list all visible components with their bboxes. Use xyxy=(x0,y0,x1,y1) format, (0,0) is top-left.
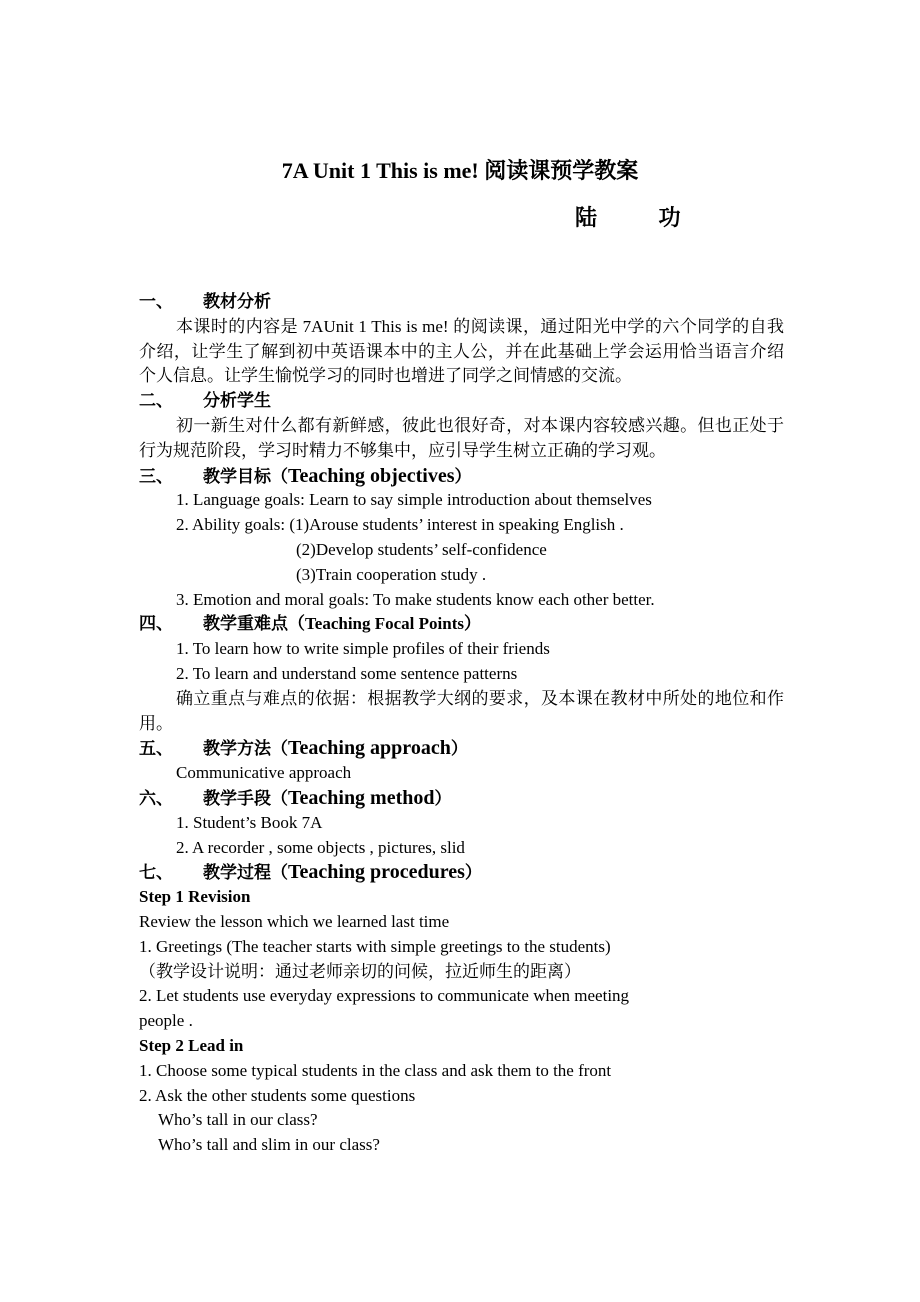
list-item: 2. Ability goals: (1)Arouse students’ interest in speaking English . xyxy=(176,515,624,535)
section-title-end: ） xyxy=(454,466,472,486)
section-title: 教学手段（ xyxy=(203,788,288,808)
step-line: 1. Greetings (The teacher starts with simple greetings to the students) xyxy=(139,936,611,956)
list-item: 3. Emotion and moral goals: To make students know each other better. xyxy=(176,589,655,609)
list-sub-item: (3)Train cooperation study . xyxy=(296,564,487,584)
section-title-end: ） xyxy=(450,739,468,759)
section-title: 教学目标（ xyxy=(203,466,288,486)
section-heading xyxy=(139,612,784,637)
list-item: 1. Language goals: Learn to say simple introduction about themselves xyxy=(176,490,652,510)
section-heading xyxy=(139,860,784,885)
question-line: Who’s tall in our class? xyxy=(158,1110,318,1130)
list-item: Communicative approach xyxy=(176,763,352,783)
section-number: 六、 xyxy=(139,788,173,808)
section-number: 五、 xyxy=(139,739,173,759)
section-heading xyxy=(139,290,784,315)
section-number: 一、 xyxy=(139,292,173,311)
section-heading xyxy=(139,464,784,489)
section-number: 四、 xyxy=(139,614,173,634)
section-number: 二、 xyxy=(139,391,173,411)
step-line: 1. Choose some typical students in the class and ask them to the front xyxy=(139,1060,612,1080)
section-title: 教学过程（ xyxy=(203,863,288,883)
section-title: 分析学生 xyxy=(203,391,271,411)
step-line: Review the lesson which we learned last time xyxy=(139,911,450,931)
list-item: 1. To learn how to write simple profiles of their friends xyxy=(176,639,550,659)
list-item: 1. Student’s Book 7A xyxy=(176,812,323,832)
section-heading xyxy=(139,736,784,761)
section-paragraph: 初一新生对什么都有新鲜感，彼此也很好奇，对本课内容较感兴趣。但也正处于行为规范阶段，学习时精力不够集中，应引导学生树立正确的学习观。 xyxy=(139,415,784,460)
list-sub-item: (2)Develop students’ self-confidence xyxy=(296,539,547,559)
step-line: 2. Ask the other students some questions xyxy=(139,1085,416,1105)
section-paragraph: 确立重点与难点的依据：根据教学大纲的要求，及本课在教材中所处的地位和作用。 xyxy=(139,688,784,733)
section-number: 七、 xyxy=(139,863,173,883)
step-line: （教学设计说明：通过老师亲切的问候，拉近师生的距离） xyxy=(139,961,581,981)
section-title-en: Teaching procedures xyxy=(288,861,465,884)
section-heading xyxy=(139,786,784,811)
step-heading: Step 1 Revision xyxy=(139,887,251,907)
section-title: 教材分析 xyxy=(203,292,271,311)
section-title-en: Teaching method xyxy=(288,786,435,809)
section-title-en: Teaching objectives xyxy=(288,464,455,487)
list-item: 2. A recorder , some objects , pictures, slid xyxy=(176,837,465,857)
document-title: 7A Unit 1 This is me! 阅读课预学教案 xyxy=(281,158,639,183)
section-heading xyxy=(139,389,784,414)
section-number: 三、 xyxy=(139,466,173,486)
section-title: 教学方法（ xyxy=(203,739,288,759)
step-line: people . xyxy=(139,1011,193,1031)
section-title-end: ） xyxy=(464,863,482,883)
section-title-end: ） xyxy=(434,788,452,808)
document-author: 陆 功 xyxy=(575,205,709,230)
list-item: 2. To learn and understand some sentence patterns xyxy=(176,663,518,683)
question-line: Who’s tall and slim in our class? xyxy=(158,1135,380,1155)
step-line: 2. Let students use everyday expressions to communicate when meeting xyxy=(139,986,630,1006)
section-title-en: Teaching approach xyxy=(288,737,451,760)
section-title: 教学重难点（Teaching Focal Points） xyxy=(203,614,481,634)
document-body xyxy=(139,290,784,1158)
section-paragraph: 本课时的内容是 7AUnit 1 This is me! 的阅读课，通过阳光中学的六个同学的自我介绍，让学生了解到初中英语课本中的主人公，并在此基础上学会运用恰当语言介绍个人信息。让学生愉悦学习的同时也增进了同学之间情感的交流。 xyxy=(139,316,784,386)
step-heading: Step 2 Lead in xyxy=(139,1035,244,1055)
